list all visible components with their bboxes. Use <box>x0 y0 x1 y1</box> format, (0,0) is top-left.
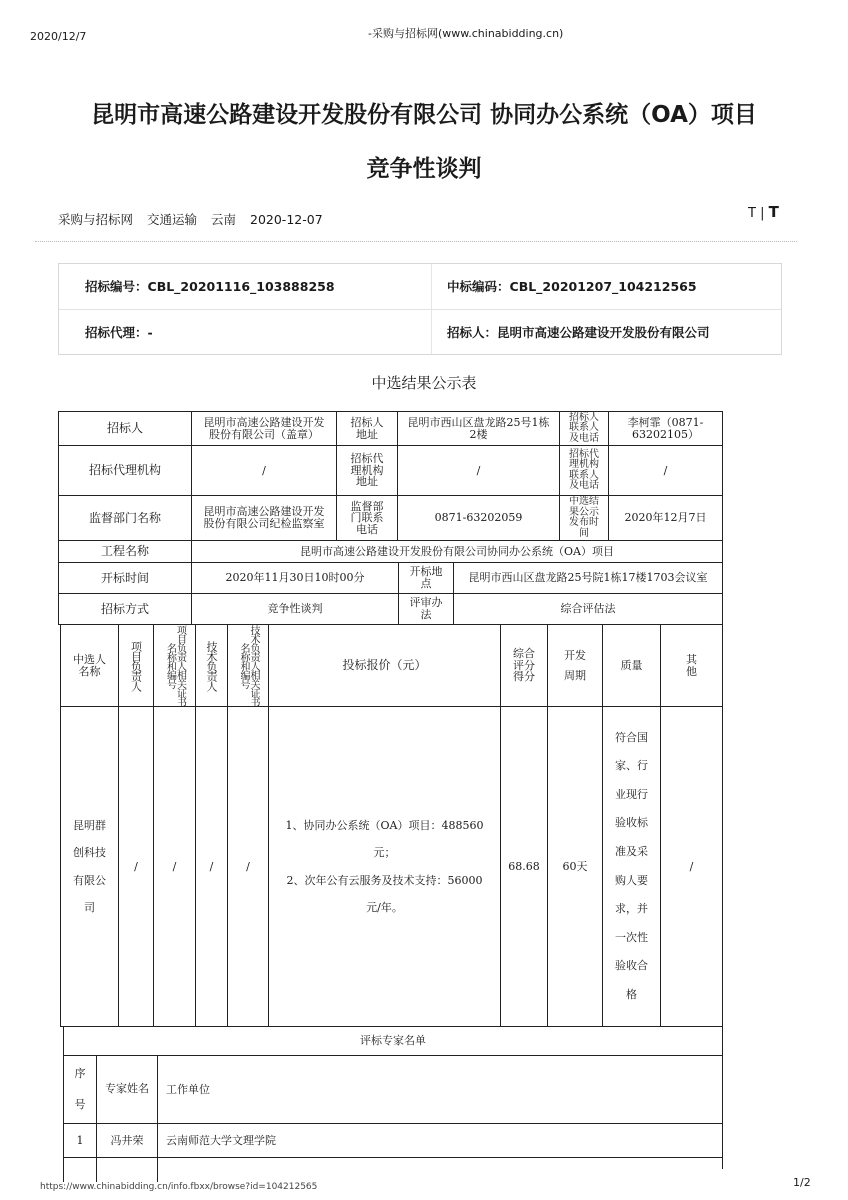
font-size-toggle <box>748 203 779 221</box>
experts-title: 评标专家名单 <box>63 1026 723 1056</box>
header-tech-lead-cert: 技术负责人相关证书名称和编号 <box>227 624 269 707</box>
cell-tenderer-contact-value: 李柯霏（0871-63202105） <box>608 411 723 446</box>
cell-tenderer-addr-label: 招标人地址 <box>336 411 398 446</box>
table-border <box>157 1157 158 1182</box>
meta-date: 2020-12-07 <box>250 212 323 227</box>
cell-tenderer-value: 昆明市高速公路建设开发股份有限公司（盖章） <box>191 411 337 446</box>
header-score: 综合评分得分 <box>500 624 548 707</box>
tenderer-label: 招标人： <box>447 325 498 340</box>
cell-supervisor-value: 昆明市高速公路建设开发股份有限公司纪检监察室 <box>191 495 337 541</box>
winner-quality: 符合国家、行业现行验收标准及采购人要求，并一次性验收合格 <box>602 706 661 1027</box>
cell-open-place-value: 昆明市西山区盘龙路25号院1栋17楼1703会议室 <box>453 562 723 594</box>
bid-number-value: CBL_20201116_103888258 <box>147 279 335 294</box>
header-winner-name: 中选人名称 <box>60 624 119 707</box>
article-title: 昆明市高速公路建设开发股份有限公司 协同办公系统（OA）项目 <box>91 102 757 128</box>
meta-region[interactable]: 云南 <box>211 212 237 227</box>
header-dev-period: 开发周期 <box>547 624 603 707</box>
font-large-button[interactable]: T <box>768 203 779 221</box>
price-item: 1、协同办公系统（OA）项目：488560元； <box>285 818 484 859</box>
print-footer-url: https://www.chinabidding.cn/info.fbxx/browse?id=104212565 <box>40 1182 318 1192</box>
meta-site[interactable]: 采购与招标网 <box>58 212 134 227</box>
agent-value: - <box>147 325 153 340</box>
table-border <box>63 1157 64 1182</box>
cell-review-value: 综合评估法 <box>453 593 723 625</box>
award-code-label: 中标编码： <box>447 279 510 294</box>
winner-dev-period: 60天 <box>547 706 603 1027</box>
table-caption: 中选结果公示表 <box>371 374 477 392</box>
cell-project-name-value: 昆明市高速公路建设开发股份有限公司协同办公系统（OA）项目 <box>191 540 723 563</box>
cell-open-place-label: 开标地点 <box>398 562 454 594</box>
cell-tenderer-contact-label: 招标人联系人及电话 <box>559 411 609 446</box>
experts-header-no: 序号 <box>63 1055 97 1124</box>
info-row <box>59 309 781 355</box>
info-row <box>59 264 781 309</box>
expert-no: 1 <box>63 1123 97 1158</box>
cell-agent-addr-value: / <box>397 445 560 496</box>
cell-agent-contact-label: 招标代理机构联系人及电话 <box>559 445 609 496</box>
tenderer <box>447 310 710 355</box>
tenderer-value: 昆明市高速公路建设开发股份有限公司 <box>497 325 710 340</box>
winner-name: 昆明群创科技有限公司 <box>60 706 119 1027</box>
winner-other: / <box>660 706 723 1027</box>
winner-tech-lead-cert: / <box>227 706 269 1027</box>
expert-unit: 云南师范大学文理学院 <box>157 1123 723 1158</box>
winner-bid-price <box>268 706 501 1027</box>
print-footer-page: 1/2 <box>793 1176 811 1189</box>
header-quality: 质量 <box>602 624 661 707</box>
experts-header-unit: 工作单位 <box>157 1055 723 1124</box>
award-code <box>447 264 697 309</box>
table-border <box>722 1157 723 1169</box>
article-subtitle: 竞争性谈判 <box>366 156 482 182</box>
experts-header-name: 专家姓名 <box>96 1055 158 1124</box>
cell-supervisor-phone-label: 监督部门联系电话 <box>336 495 398 541</box>
agent-label: 招标代理： <box>85 325 148 340</box>
cell-supervisor-label: 监督部门名称 <box>58 495 192 541</box>
header-tech-lead: 技术负责人 <box>195 624 228 707</box>
cell-publish-time-value: 2020年12月7日 <box>608 495 723 541</box>
cell-tenderer-addr-value: 昆明市西山区盘龙路25号1栋2楼 <box>397 411 560 446</box>
cell-open-time-value: 2020年11月30日10时00分 <box>191 562 399 594</box>
bid-number-label: 招标编号： <box>85 279 148 294</box>
header-project-lead-cert: 项目负责人相关证书名称和编号 <box>153 624 196 707</box>
cell-tenderer-label: 招标人 <box>58 411 192 446</box>
expert-name: 冯井荣 <box>96 1123 158 1158</box>
meta-category[interactable]: 交通运输 <box>147 212 198 227</box>
cell-supervisor-phone-value: 0871-63202059 <box>397 495 560 541</box>
winner-project-lead: / <box>118 706 154 1027</box>
cell-agent-value: / <box>191 445 337 496</box>
cell-project-name-label: 工程名称 <box>58 540 192 563</box>
cell-method-value: 竞争性谈判 <box>191 593 399 625</box>
cell-agent-addr-label: 招标代理机构地址 <box>336 445 398 496</box>
bid-agent <box>85 310 153 355</box>
winner-score: 68.68 <box>500 706 548 1027</box>
winner-project-lead-cert: / <box>153 706 196 1027</box>
cell-publish-time-label: 中选结果公示发布时间 <box>559 495 609 541</box>
award-code-value: CBL_20201207_104212565 <box>509 279 697 294</box>
header-bid-price: 投标报价（元） <box>268 624 501 707</box>
bid-info-box <box>58 263 782 355</box>
winner-tech-lead: / <box>195 706 228 1027</box>
print-date: 2020/12/7 <box>30 30 87 43</box>
table-border <box>96 1157 97 1182</box>
cell-open-time-label: 开标时间 <box>58 562 192 594</box>
font-separator: | <box>760 206 765 221</box>
header-other: 其他 <box>660 624 723 707</box>
font-small-button[interactable]: T <box>748 206 756 221</box>
cell-agent-label: 招标代理机构 <box>58 445 192 496</box>
article-meta <box>58 210 333 228</box>
divider <box>35 241 797 242</box>
cell-agent-contact-value: / <box>608 445 723 496</box>
price-item: 2、次年公有云服务及技术支持：56000元/年。 <box>286 873 483 914</box>
cell-review-label: 评审办法 <box>398 593 454 625</box>
print-source-title: -采购与招标网(www.chinabidding.cn) <box>368 27 564 40</box>
cell-method-label: 招标方式 <box>58 593 192 625</box>
header-project-lead: 项目负责人 <box>118 624 154 707</box>
bid-number <box>85 264 335 309</box>
